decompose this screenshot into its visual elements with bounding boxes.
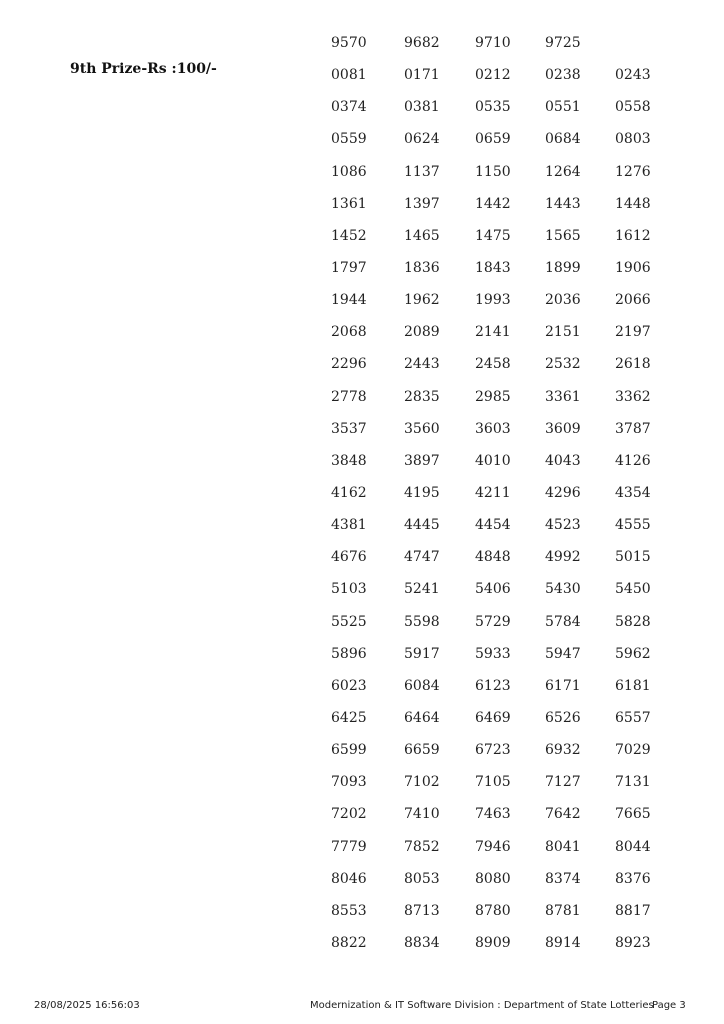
number-row [331, 477, 691, 509]
ticket-number: 0212 [475, 67, 511, 84]
ticket-number: 0535 [475, 99, 511, 116]
ticket-number: 0659 [475, 131, 511, 148]
ticket-number: 0684 [545, 131, 581, 148]
ticket-number: 4676 [331, 549, 367, 566]
number-row [331, 284, 691, 316]
ticket-number: 0374 [331, 99, 367, 116]
ticket-number: 8044 [615, 838, 651, 855]
ticket-number: 1962 [404, 292, 440, 309]
ticket-number: 4454 [475, 517, 511, 534]
ticket-number: 4354 [615, 485, 651, 502]
ticket-number: 2036 [545, 292, 581, 309]
ticket-number: 1442 [475, 195, 511, 212]
ticket-number: 7463 [475, 806, 511, 823]
ticket-number: 5896 [331, 645, 367, 662]
ticket-number: 5241 [404, 581, 440, 598]
ticket-number: 4211 [475, 485, 511, 502]
ticket-number: 5784 [545, 613, 581, 630]
prize-label: 9th Prize-Rs :100/- [70, 61, 217, 77]
number-row [331, 445, 691, 477]
ticket-number: 5406 [475, 581, 511, 598]
ticket-number: 1993 [475, 292, 511, 309]
ticket-number: 9570 [331, 35, 367, 52]
ticket-number: 2089 [404, 324, 440, 341]
ticket-number: 4445 [404, 517, 440, 534]
ticket-number: 1465 [404, 227, 440, 244]
ticket-number: 3537 [331, 420, 367, 437]
ticket-number: 8053 [404, 870, 440, 887]
ticket-number: 1797 [331, 260, 367, 277]
ticket-number: 6464 [404, 710, 440, 727]
ticket-number: 1361 [331, 195, 367, 212]
ticket-number: 1397 [404, 195, 440, 212]
ticket-number: 5430 [545, 581, 581, 598]
ticket-number: 2985 [475, 388, 511, 405]
ticket-number: 2458 [475, 356, 511, 373]
ticket-number: 7202 [331, 806, 367, 823]
ticket-number: 7852 [404, 838, 440, 855]
ticket-number: 0624 [404, 131, 440, 148]
ticket-number: 4992 [545, 549, 581, 566]
number-row [331, 798, 691, 830]
ticket-number: 0559 [331, 131, 367, 148]
number-row [331, 541, 691, 573]
ticket-number: 8713 [404, 902, 440, 919]
footer-division: Modernization & IT Software Division : Department of State Lotteries [310, 1000, 654, 1011]
ticket-number: 5525 [331, 613, 367, 630]
ticket-number: 8553 [331, 902, 367, 919]
ticket-number: 5729 [475, 613, 511, 630]
ticket-number: 6599 [331, 742, 367, 759]
number-row [331, 606, 691, 638]
ticket-number: 6123 [475, 677, 511, 694]
ticket-number: 2066 [615, 292, 651, 309]
number-row [331, 766, 691, 798]
ticket-number: 1944 [331, 292, 367, 309]
ticket-number: 8781 [545, 902, 581, 919]
ticket-number: 1448 [615, 195, 651, 212]
ticket-number: 8834 [404, 935, 440, 951]
ticket-number: 5103 [331, 581, 367, 598]
ticket-number: 9682 [404, 35, 440, 52]
ticket-number: 1137 [404, 163, 440, 180]
ticket-number: 5598 [404, 613, 440, 630]
ticket-number: 4747 [404, 549, 440, 566]
ticket-number: 4848 [475, 549, 511, 566]
ticket-number: 1612 [615, 227, 651, 244]
ticket-number: 8780 [475, 902, 511, 919]
ticket-number: 0551 [545, 99, 581, 116]
ticket-number: 8923 [615, 935, 651, 951]
ticket-number: 6526 [545, 710, 581, 727]
ticket-number: 4381 [331, 517, 367, 534]
number-row [331, 863, 691, 895]
ticket-number: 2068 [331, 324, 367, 341]
ticket-number: 7410 [404, 806, 440, 823]
ticket-number: 0243 [615, 67, 651, 84]
number-row [331, 927, 691, 959]
ticket-number: 7642 [545, 806, 581, 823]
ticket-number: 4010 [475, 452, 511, 469]
ticket-number: 3609 [545, 420, 581, 437]
ticket-number: 6469 [475, 710, 511, 727]
number-row [331, 413, 691, 445]
ticket-number: 2835 [404, 388, 440, 405]
ticket-number: 5933 [475, 645, 511, 662]
ticket-number: 1452 [331, 227, 367, 244]
ticket-number: 3787 [615, 420, 651, 437]
number-row [331, 895, 691, 927]
number-row [331, 381, 691, 413]
number-row [331, 348, 691, 380]
ticket-number: 2296 [331, 356, 367, 373]
ticket-number: 1150 [475, 163, 511, 180]
ticket-number: 1443 [545, 195, 581, 212]
ticket-number: 1565 [545, 227, 581, 244]
ticket-number: 3361 [545, 388, 581, 405]
ticket-number: 1836 [404, 260, 440, 277]
ticket-number: 8822 [331, 935, 367, 951]
ticket-number: 8041 [545, 838, 581, 855]
ticket-number: 0558 [615, 99, 651, 116]
ticket-number: 8374 [545, 870, 581, 887]
ticket-number: 4523 [545, 517, 581, 534]
ticket-number: 6932 [545, 742, 581, 759]
ticket-number: 6425 [331, 710, 367, 727]
ticket-number: 1086 [331, 163, 367, 180]
footer-page-number: Page 3 [652, 1000, 686, 1011]
ticket-number: 1264 [545, 163, 581, 180]
ticket-number: 1843 [475, 260, 511, 277]
number-row [331, 91, 691, 123]
ticket-number: 8046 [331, 870, 367, 887]
ticket-number: 0171 [404, 67, 440, 84]
ticket-number: 1475 [475, 227, 511, 244]
ticket-number: 0803 [615, 131, 651, 148]
number-row [331, 670, 691, 702]
number-row [331, 638, 691, 670]
ticket-number: 3848 [331, 452, 367, 469]
ticket-number: 7665 [615, 806, 651, 823]
ticket-number: 8817 [615, 902, 651, 919]
ticket-number: 8909 [475, 935, 511, 951]
ticket-number: 2443 [404, 356, 440, 373]
number-row [331, 27, 691, 59]
ticket-number: 3560 [404, 420, 440, 437]
ticket-number: 5015 [615, 549, 651, 566]
ticket-number: 4296 [545, 485, 581, 502]
ticket-number: 4162 [331, 485, 367, 502]
number-row [331, 734, 691, 766]
ticket-number: 2778 [331, 388, 367, 405]
winning-numbers-grid [331, 27, 691, 959]
ticket-number: 7102 [404, 774, 440, 791]
ticket-number: 6023 [331, 677, 367, 694]
number-row [331, 831, 691, 863]
ticket-number: 4555 [615, 517, 651, 534]
ticket-number: 1276 [615, 163, 651, 180]
number-row [331, 156, 691, 188]
number-row [331, 59, 691, 91]
ticket-number: 7105 [475, 774, 511, 791]
ticket-number: 8376 [615, 870, 651, 887]
ticket-number: 6181 [615, 677, 651, 694]
ticket-number: 3362 [615, 388, 651, 405]
ticket-number: 8080 [475, 870, 511, 887]
ticket-number: 3603 [475, 420, 511, 437]
ticket-number: 4043 [545, 452, 581, 469]
ticket-number: 6171 [545, 677, 581, 694]
ticket-number: 1906 [615, 260, 651, 277]
ticket-number: 9725 [545, 35, 581, 52]
ticket-number: 6659 [404, 742, 440, 759]
number-row [331, 702, 691, 734]
ticket-number: 8914 [545, 935, 581, 951]
number-row [331, 188, 691, 220]
ticket-number: 7127 [545, 774, 581, 791]
ticket-number: 0381 [404, 99, 440, 116]
ticket-number: 4195 [404, 485, 440, 502]
number-row [331, 123, 691, 155]
ticket-number: 5917 [404, 645, 440, 662]
ticket-number: 2197 [615, 324, 651, 341]
ticket-number: 7093 [331, 774, 367, 791]
ticket-number: 0081 [331, 67, 367, 84]
ticket-number: 7131 [615, 774, 651, 791]
number-row [331, 252, 691, 284]
ticket-number: 5828 [615, 613, 651, 630]
ticket-number: 3897 [404, 452, 440, 469]
ticket-number: 7029 [615, 742, 651, 759]
number-row [331, 316, 691, 348]
ticket-number: 9710 [475, 35, 511, 52]
number-row [331, 509, 691, 541]
ticket-number: 4126 [615, 452, 651, 469]
ticket-number: 5450 [615, 581, 651, 598]
ticket-number: 5962 [615, 645, 651, 662]
ticket-number: 5947 [545, 645, 581, 662]
ticket-number: 0238 [545, 67, 581, 84]
ticket-number: 7946 [475, 838, 511, 855]
number-row [331, 220, 691, 252]
ticket-number: 2532 [545, 356, 581, 373]
ticket-number: 7779 [331, 838, 367, 855]
ticket-number: 2141 [475, 324, 511, 341]
number-row [331, 573, 691, 605]
ticket-number: 2618 [615, 356, 651, 373]
ticket-number: 6084 [404, 677, 440, 694]
ticket-number: 6723 [475, 742, 511, 759]
ticket-number: 6557 [615, 710, 651, 727]
footer-timestamp: 28/08/2025 16:56:03 [34, 1000, 140, 1011]
ticket-number: 2151 [545, 324, 581, 341]
ticket-number: 1899 [545, 260, 581, 277]
